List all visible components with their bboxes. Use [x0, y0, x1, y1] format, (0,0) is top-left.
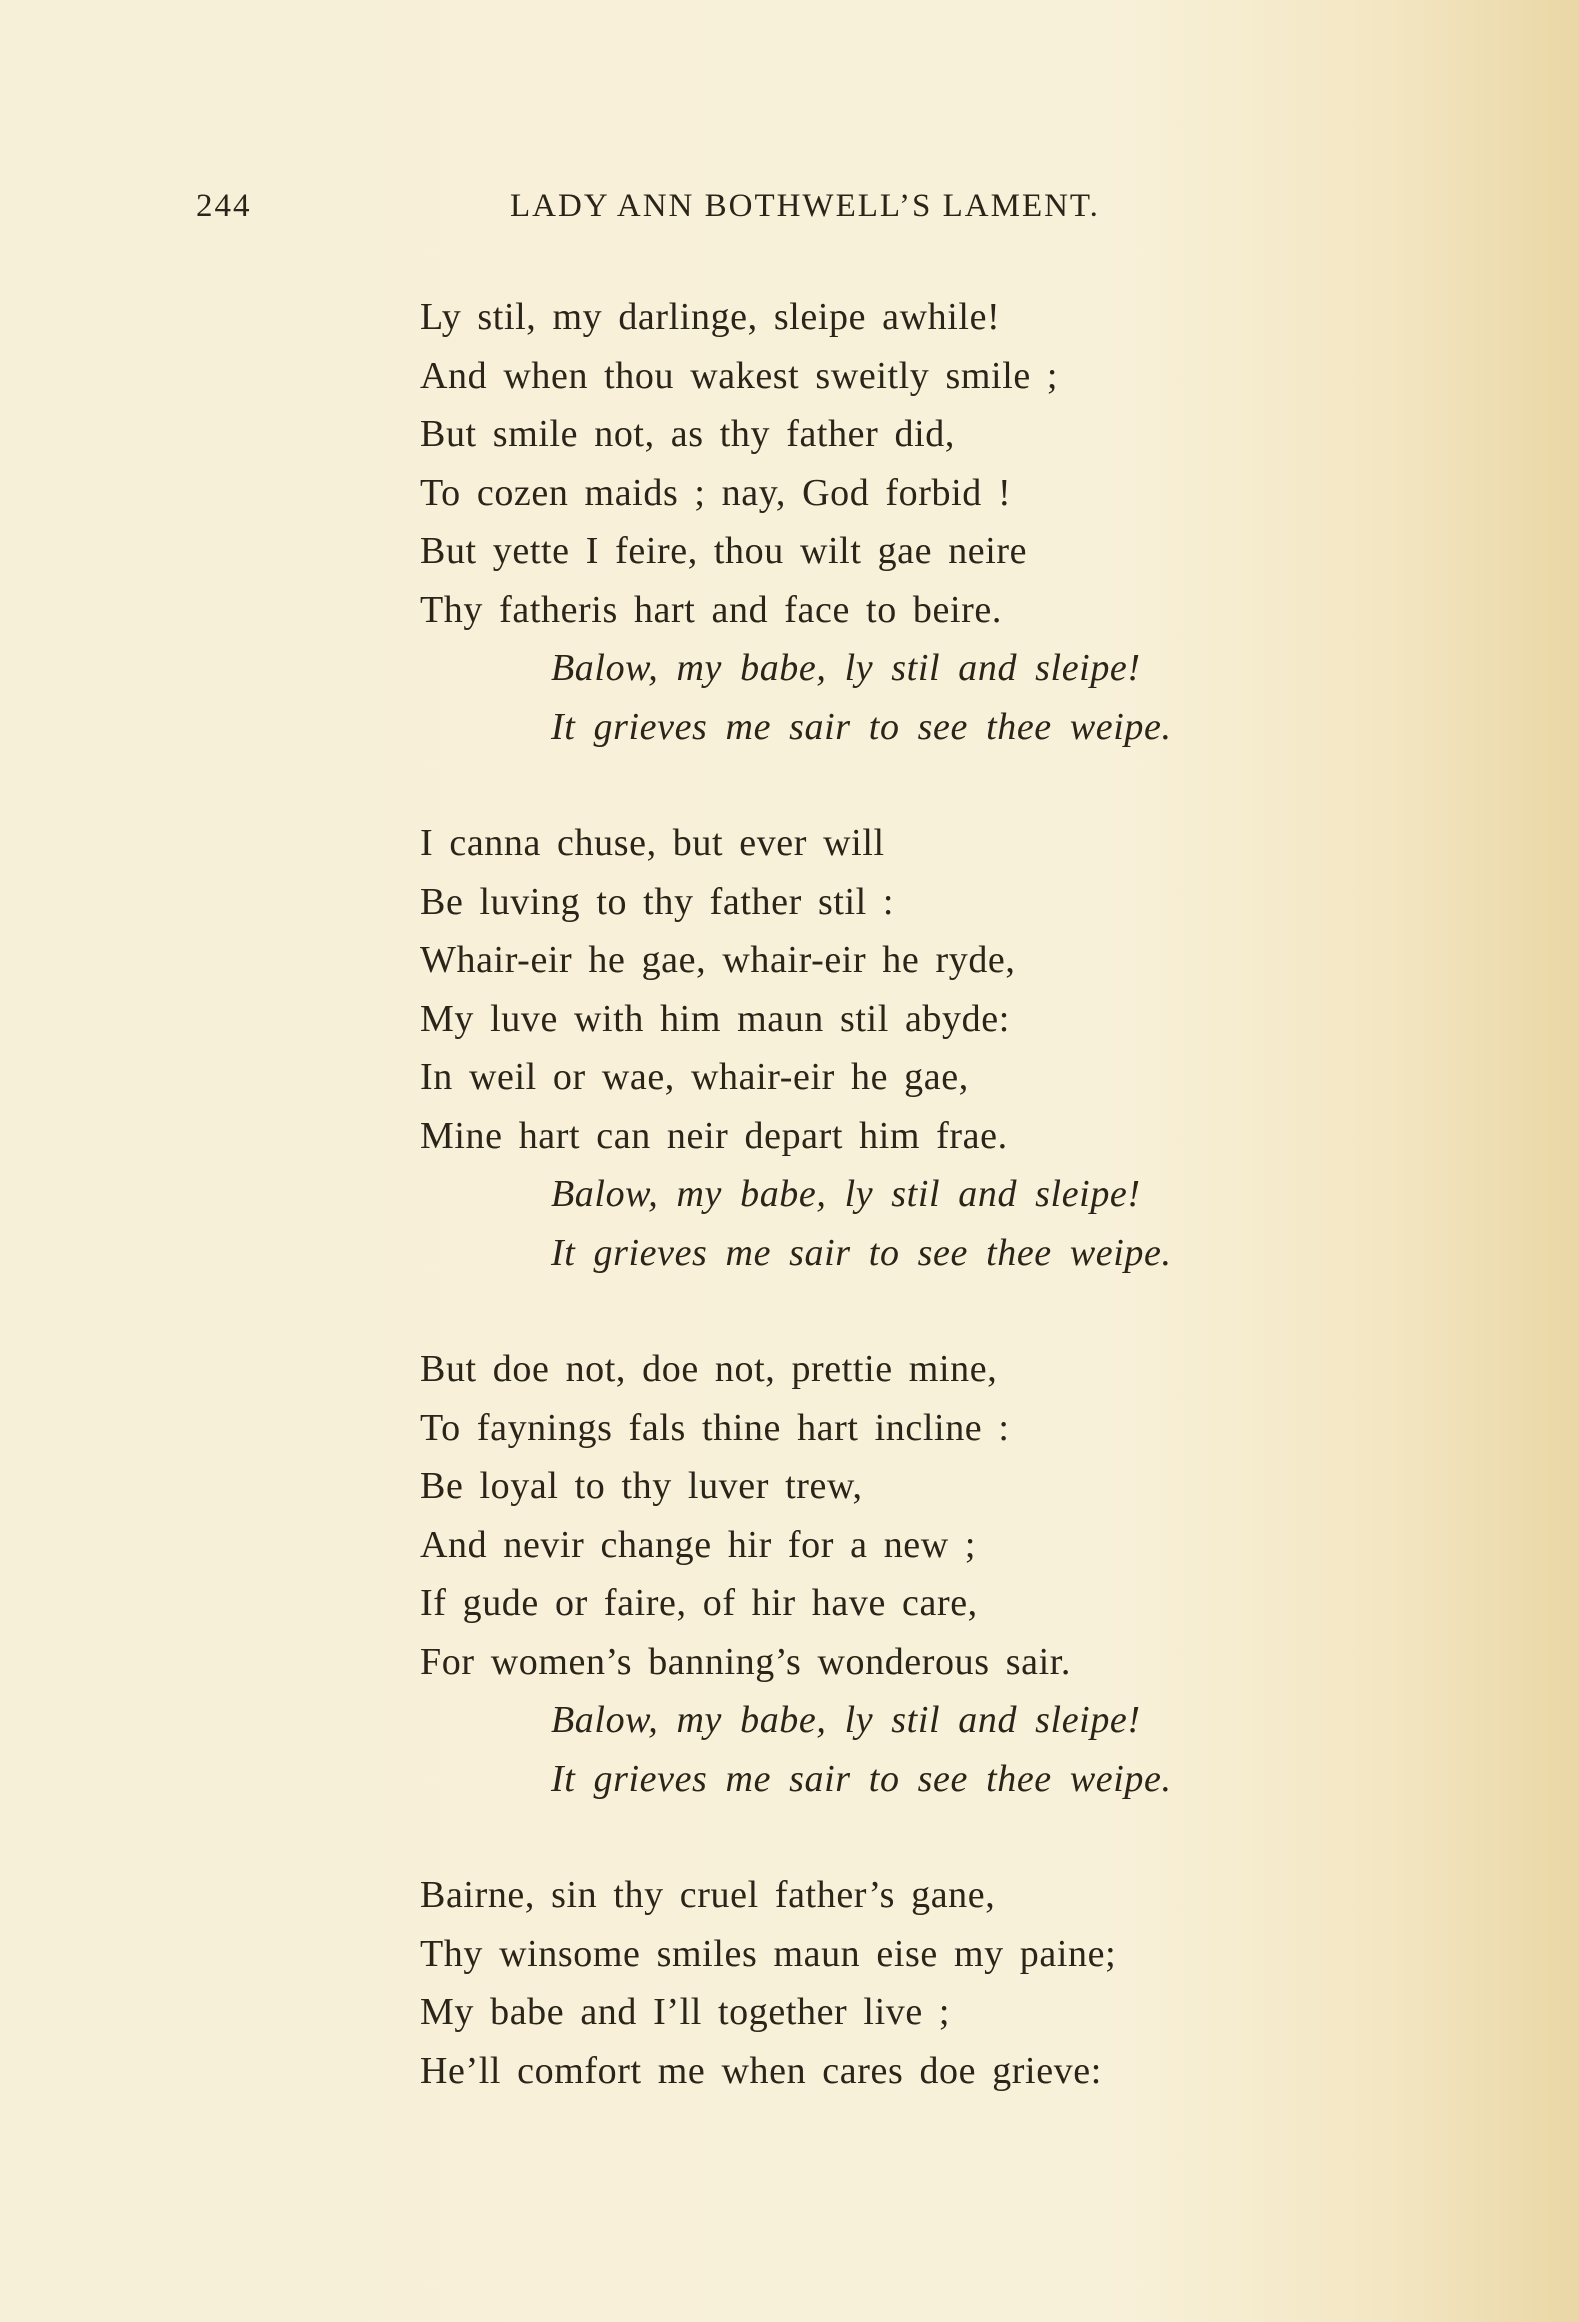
poem-line: To cozen maids ; nay, God forbid ! [420, 471, 1012, 514]
poem-line: He’ll comfort me when cares doe grieve: [420, 2049, 1102, 2092]
poem-line: Whair-eir he gae, whair-eir he ryde, [420, 939, 1016, 981]
poem-line: Ly stil, my darlinge, sleipe awhile! [420, 296, 1001, 338]
poem-line: Thy winsome smiles maun eise my paine; [420, 1932, 1117, 1975]
running-head: LADY ANN BOTHWELL’S LAMENT. [510, 188, 1100, 224]
poem-line: But smile not, as thy father did, [420, 413, 955, 455]
poem-line: Bairne, sin thy cruel father’s gane, [420, 1874, 996, 1916]
stanza-2 [420, 814, 1320, 1282]
refrain-line: Balow, my babe, ly stil and sleipe! [551, 647, 1141, 689]
poem-line: But yette I feire, thou wilt gae neire [420, 530, 1028, 572]
poem-line: Thy fatheris hart and face to beire. [420, 588, 1002, 631]
poem-line: And nevir change hir for a new ; [420, 1523, 977, 1566]
stanza-1 [420, 288, 1320, 756]
poem-line: I canna chuse, but ever will [420, 822, 885, 864]
page-header [196, 188, 1216, 238]
poem-line: In weil or wae, whair-eir he gae, [420, 1056, 969, 1098]
poem-line: Mine hart can neir depart him frae. [420, 1114, 1008, 1157]
poem-line: But doe not, doe not, prettie mine, [420, 1348, 998, 1390]
poem-line: And when thou wakest sweitly smile ; [420, 354, 1059, 397]
poem-line: My babe and I’ll together live ; [420, 1991, 951, 2033]
refrain-line: It grieves me sair to see thee weipe. [551, 705, 1172, 748]
refrain-line: Balow, my babe, ly stil and sleipe! [551, 1173, 1141, 1215]
poem-line: Be luving to thy father stil : [420, 880, 895, 923]
stanza-3 [420, 1340, 1320, 1808]
stanza-4 [420, 1866, 1320, 2100]
poem-line: Be loyal to thy luver trew, [420, 1465, 863, 1507]
poem [420, 288, 1320, 2158]
poem-line: For women’s banning’s wonderous sair. [420, 1640, 1071, 1683]
refrain-line: Balow, my babe, ly stil and sleipe! [551, 1699, 1141, 1741]
refrain-line: It grieves me sair to see thee weipe. [551, 1757, 1172, 1800]
refrain-line: It grieves me sair to see thee weipe. [551, 1231, 1172, 1274]
page-number: 244 [196, 188, 252, 224]
poem-line: To faynings fals thine hart incline : [420, 1406, 1010, 1449]
poem-line: My luve with him maun stil abyde: [420, 997, 1010, 1040]
poem-line: If gude or faire, of hir have care, [420, 1582, 978, 1624]
